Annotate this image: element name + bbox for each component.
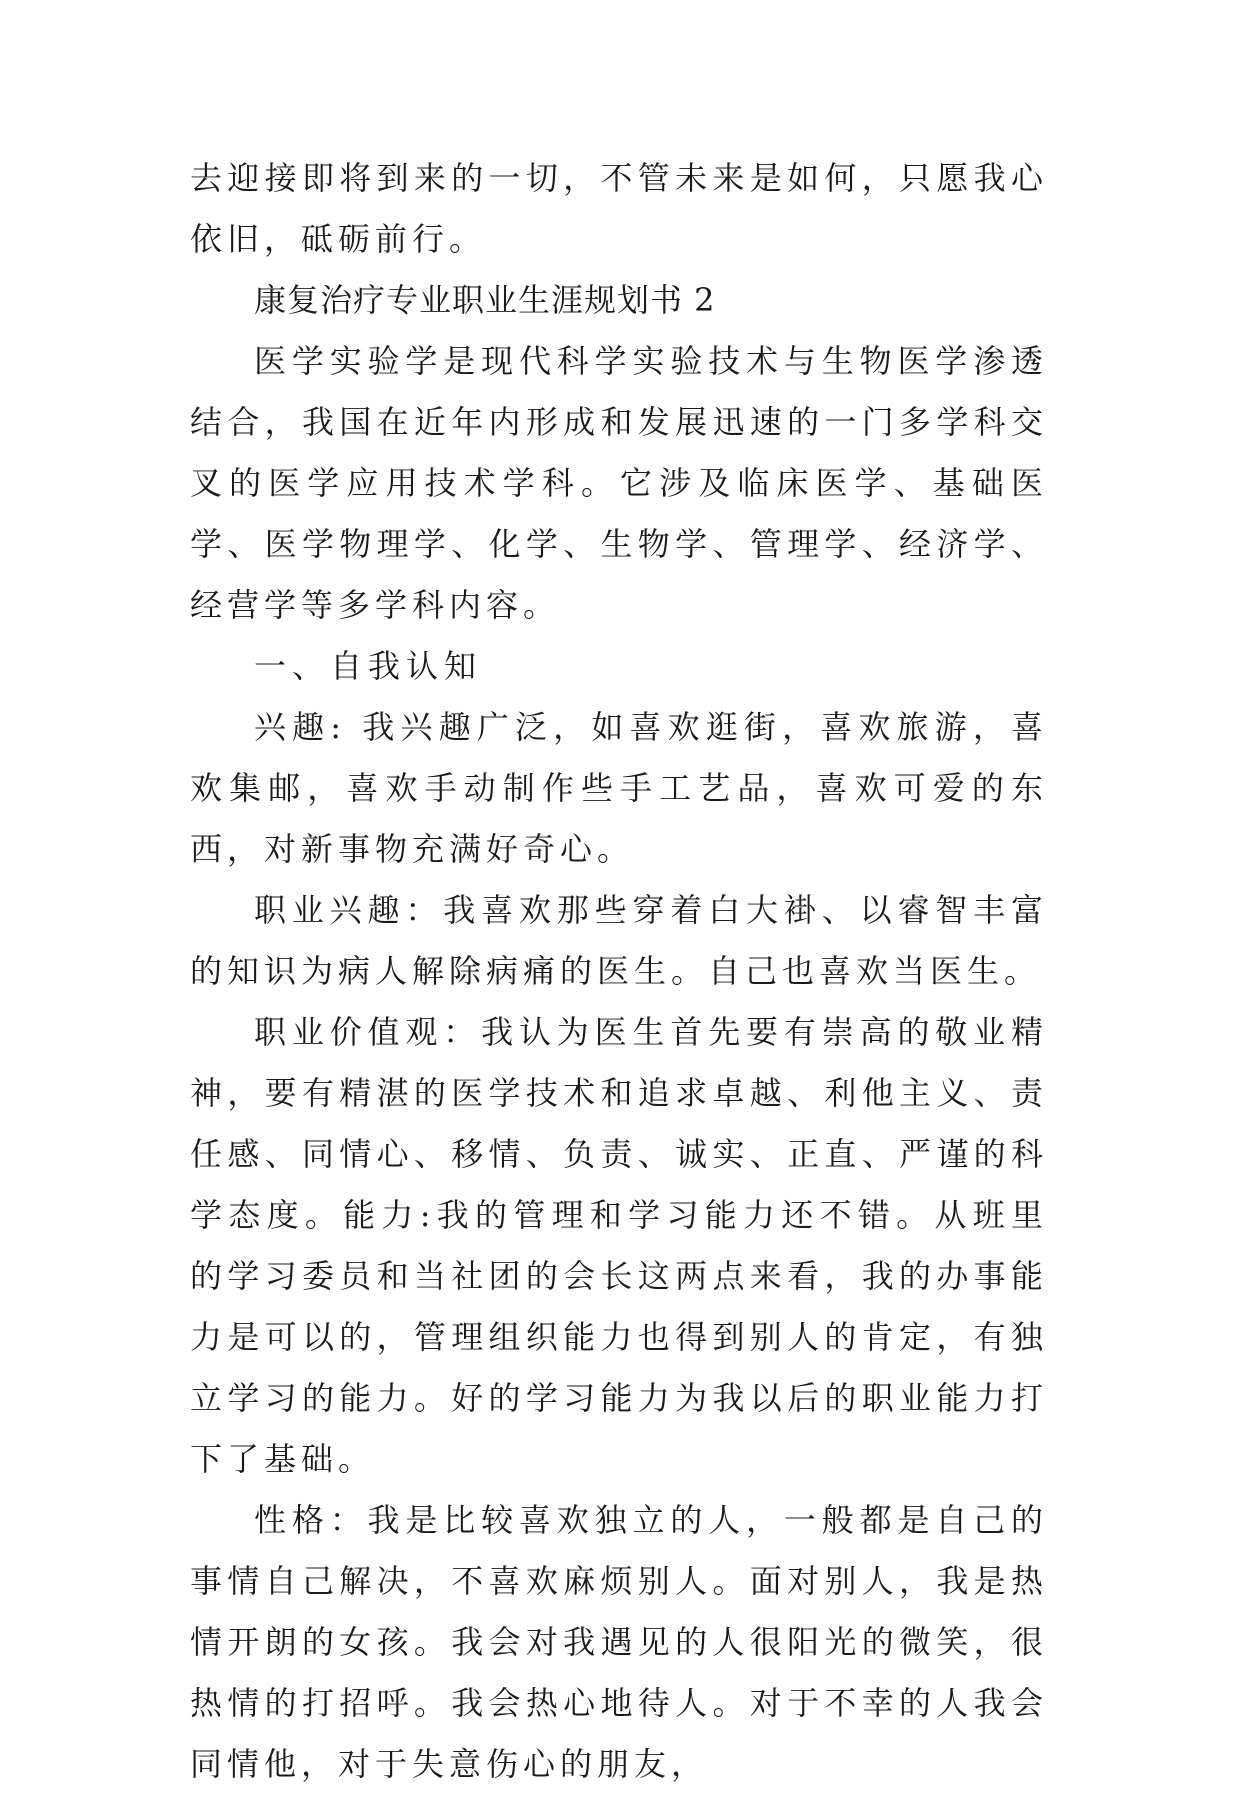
paragraph-career-values: 职业价值观：我认为医生首先要有崇高的敬业精神，要有精湛的医学技术和追求卓越、利他主义、责任感、同情心、移情、负责、诚实、正直、严谨的科学态度。能力:我的管理和学习能力还不错。从班里的学习委员和当社团的会长这两点来看，我的办事能力是可以的，管理组织能力也得到别人的肯定，有独立学习的能力。好的学习能力为我以后的职业能力打下了基础。: [190, 1013, 1048, 1478]
section-heading-self-awareness: 一、自我认知: [254, 647, 483, 685]
paragraph-intro: 医学实验学是现代科学实验技术与生物医学渗透结合，我国在近年内形成和发展迅速的一门多学科交叉的医学应用技术学科。它涉及临床医学、基础医学、医学物理学、化学、生物学、管理学、经济学、经营学等多学科内容。: [190, 342, 1048, 624]
paragraph-continuation: 去迎接即将到来的一切，不管未来是如何，只愿我心依旧，砥砺前行。: [190, 159, 1048, 258]
paragraph-interest: 兴趣: 我兴趣广泛，如喜欢逛街，喜欢旅游，喜欢集邮，喜欢手动制作些手工艺品，喜欢可爱的东西，对新事物充满好奇心。: [190, 708, 1048, 868]
document-title: 康复治疗专业职业生涯规划书 2: [254, 281, 716, 319]
paragraph-personality: 性格：我是比较喜欢独立的人，一般都是自己的事情自己解决，不喜欢麻烦别人。面对别人，我是热情开朗的女孩。我会对我遇见的人很阳光的微笑，很热情的打招呼。我会热心地待人。对于不幸的人我会同情他，对于失意伤心的朋友，: [190, 1501, 1048, 1783]
document-body: [190, 148, 1048, 1795]
paragraph-career-interest: 职业兴趣：我喜欢那些穿着白大褂、以睿智丰富的知识为病人解除病痛的医生。自己也喜欢当医生。: [190, 891, 1048, 990]
